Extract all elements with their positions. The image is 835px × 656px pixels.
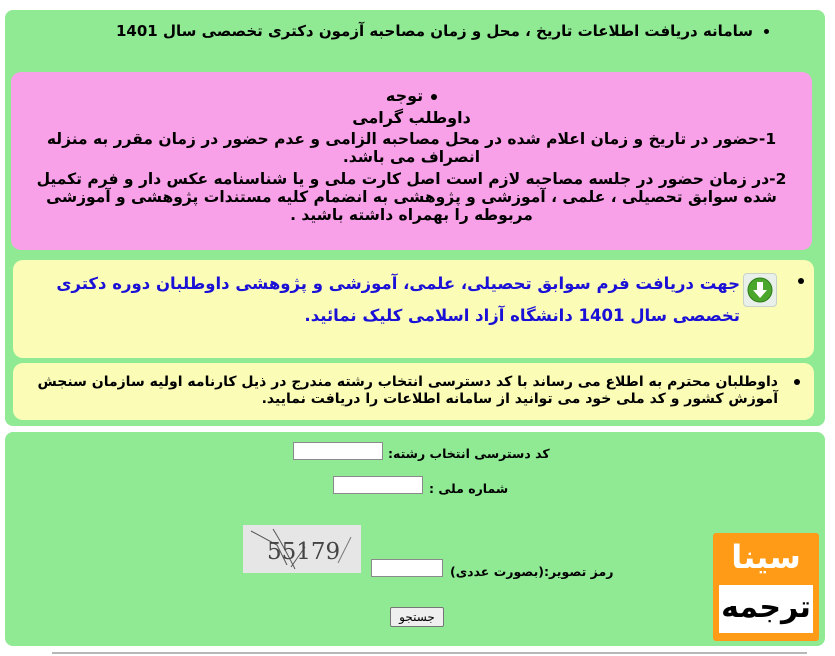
logo-top-text: سینا [731, 538, 801, 576]
bullet-icon [798, 278, 804, 284]
sina-tarjome-logo [713, 533, 819, 641]
access-info-box [13, 363, 814, 420]
notice-greeting: داوطلب گرامی [352, 108, 471, 127]
download-box [13, 260, 814, 358]
page-title: • سامانه دریافت اطلاعات تاریخ ، محل و زمان مصاحبه آزمون دکتری تخصصی سال 1401 [5, 20, 753, 42]
bottom-divider [52, 652, 807, 654]
notice-item-1: 1-حضور در تاریخ و زمان اعلام شده در محل مصاحبه الزامی و عدم حضور در زمان مقرر به منزله انصراف می باشد. [46, 130, 777, 166]
captcha-svg [243, 525, 361, 573]
page-title-row [5, 20, 825, 42]
access-code-input[interactable] [293, 442, 383, 460]
captcha-text: 55179 [267, 539, 341, 565]
info-panel [5, 10, 825, 426]
download-arrow-icon[interactable] [743, 273, 777, 307]
captcha-image [243, 525, 361, 573]
access-info-text: داوطلبان محترم به اطلاع می رساند با کد دسترسی انتخاب رشته مندرج در ذیل کارنامه اولیه سازمان سنجش آموزش کشور و کد ملی خود می توانید از سامانه اطلاعات را دریافت نمایید. [37, 374, 778, 407]
notice-heading-row [11, 86, 812, 106]
notice-heading: توجه [385, 86, 424, 105]
national-id-input[interactable] [333, 476, 423, 494]
bullet-icon [431, 94, 437, 100]
search-button[interactable]: جستجو [390, 607, 444, 627]
download-form-link[interactable]: جهت دریافت فرم سوابق تحصیلی، علمی، آموزشی و پژوهشی داوطلبان دوره دکتری تخصصی سال 1401 دانشگاه آزاد اسلامی کلیک نمائید. [56, 274, 740, 325]
notice-item-2: 2-در زمان حضور در جلسه مصاحبه لازم است اصل کارت ملی و یا شناسنامه عکس دار و فرم تکمیل شده سوابق تحصیلی ، علمی ، آموزشی و پژوهشی به انضمام کلیه مستندات پژوهشی و آموزشی مربوطه را بهمراه داشته باشید . [36, 170, 787, 224]
logo-bottom-text: ترجمه [719, 585, 813, 633]
search-form [5, 432, 825, 646]
national-id-label: شماره ملی : [429, 481, 509, 496]
captcha-input[interactable] [371, 559, 443, 577]
notice-box [11, 72, 812, 250]
access-code-label: کد دسترسی انتخاب رشته: [388, 446, 550, 461]
captcha-label: رمز تصویر:(بصورت عددی) [450, 564, 614, 579]
download-arrow-svg [747, 277, 773, 303]
bullet-icon [794, 379, 800, 385]
